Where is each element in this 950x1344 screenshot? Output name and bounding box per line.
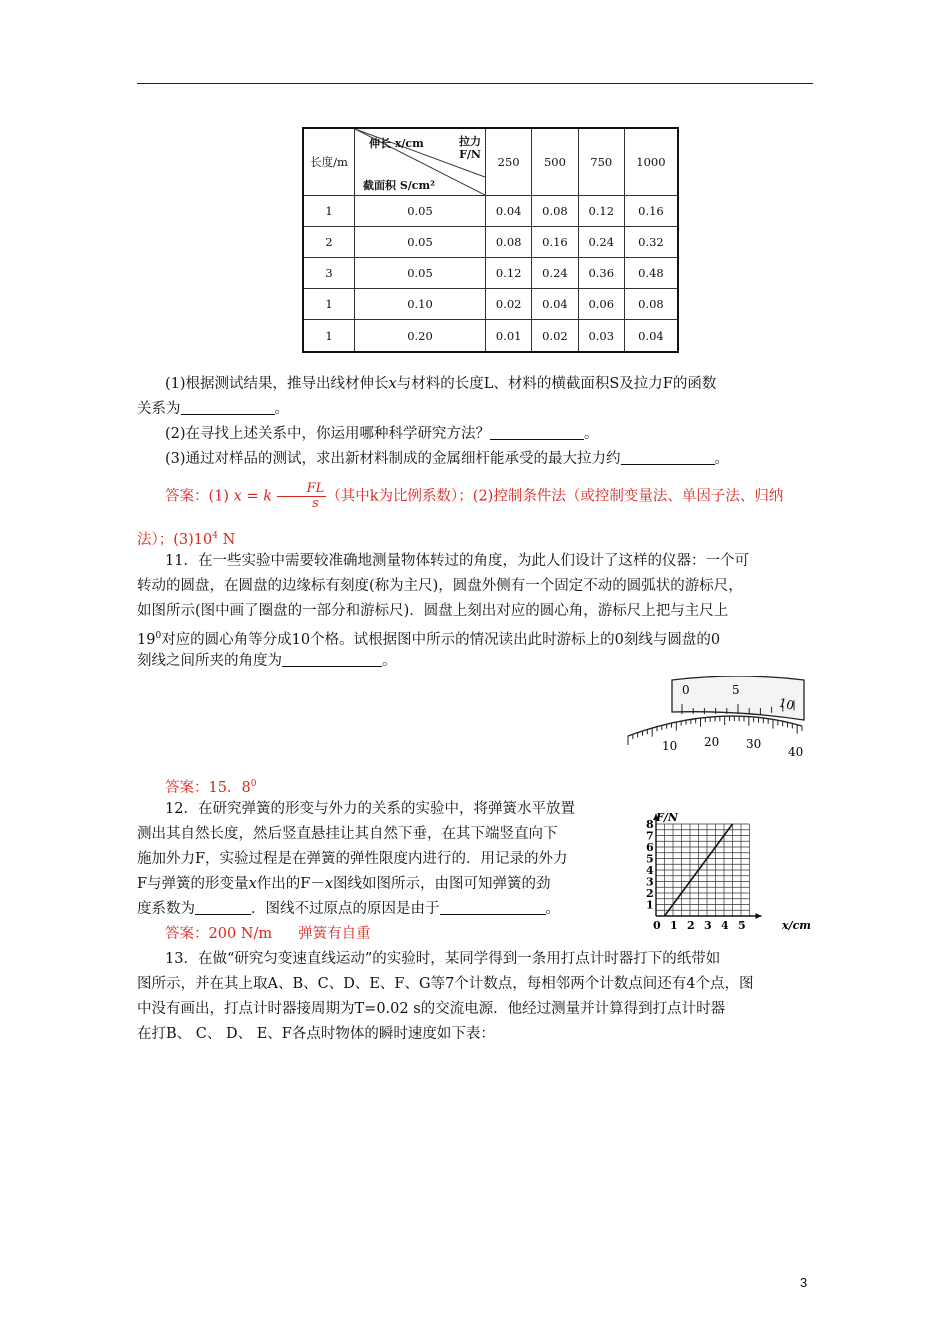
numerator: FL bbox=[277, 482, 327, 497]
cell: 0.05 bbox=[355, 258, 486, 289]
text: （其中k为比例系数）；(2)控制条件法（或控制变量法、单因子法、归纳 bbox=[326, 488, 784, 505]
table-row bbox=[303, 227, 678, 258]
y-tick-label: 6 bbox=[646, 841, 654, 854]
var-x: x bbox=[324, 876, 333, 892]
superscript: 4 bbox=[212, 531, 218, 541]
cell: 0.24 bbox=[578, 227, 624, 258]
vernier-label: 0 bbox=[682, 683, 690, 697]
q10-part1-cont bbox=[137, 397, 813, 422]
x-tick-label: 4 bbox=[721, 919, 729, 932]
var-x: x bbox=[248, 876, 257, 892]
text: 。 bbox=[545, 901, 560, 917]
text: (2)在寻找上述关系中，你运用哪种科学研究方法？ bbox=[165, 426, 491, 442]
main-label: 30 bbox=[746, 737, 762, 751]
cell: 0.12 bbox=[486, 258, 532, 289]
header-rule bbox=[137, 83, 813, 84]
vernier-label: 10 bbox=[777, 695, 796, 713]
cell: 0.05 bbox=[355, 196, 486, 227]
table-row bbox=[303, 258, 678, 289]
q13-line2: 图所示，并在其上取A、B、C、D、E、F、G等7个计数点，每相邻两个计数点间还有4个点，图 bbox=[137, 976, 754, 992]
text: 关系为 bbox=[137, 401, 181, 417]
force-header: 500 bbox=[532, 128, 578, 196]
y-tick-label: 4 bbox=[646, 864, 654, 877]
x-arrow bbox=[756, 913, 762, 919]
cell: 2 bbox=[303, 227, 355, 258]
q10-part2 bbox=[137, 422, 813, 447]
q10-part1 bbox=[137, 372, 813, 397]
cell: 0.08 bbox=[486, 227, 532, 258]
var-x: x bbox=[388, 376, 397, 392]
cell: 0.01 bbox=[486, 320, 532, 352]
extension-label: 伸长 x/cm bbox=[369, 137, 424, 150]
text: 19 bbox=[137, 631, 156, 648]
text: ．图线不过原点的原因是由于 bbox=[251, 901, 440, 917]
y-tick-label: 1 bbox=[646, 898, 654, 912]
x-tick-label: 0 bbox=[653, 919, 661, 932]
cell: 0.16 bbox=[532, 227, 578, 258]
y-tick-label: 8 bbox=[646, 818, 654, 831]
main-label: 10 bbox=[662, 739, 678, 753]
q13-line3: 中没有画出，打点计时器接周期为T=0.02 s的交流电源．他经过测量并计算得到打点计时器 bbox=[137, 1001, 726, 1017]
cell: 0.06 bbox=[578, 289, 624, 320]
text: 答案：200 N/m bbox=[165, 926, 273, 942]
x-tick-label: 2 bbox=[687, 919, 695, 932]
q12-line3: 施加外力F，实验过程是在弹簧的弹性限度内进行的．用记录的外力 bbox=[137, 851, 568, 867]
force-label-1: 拉力 bbox=[459, 135, 481, 148]
table-row bbox=[303, 289, 678, 320]
y-tick-label: 2 bbox=[646, 887, 654, 900]
formula: x = k bbox=[233, 488, 272, 505]
cell: 3 bbox=[303, 258, 355, 289]
main-label: 20 bbox=[704, 735, 720, 749]
text: 。 bbox=[274, 401, 289, 417]
denominator: s bbox=[312, 496, 319, 511]
force-header: 1000 bbox=[624, 128, 678, 196]
cell: 0.04 bbox=[532, 289, 578, 320]
cell: 1 bbox=[303, 320, 355, 352]
text: N bbox=[217, 531, 236, 548]
cell: 0.08 bbox=[624, 289, 678, 320]
vernier-label: 5 bbox=[732, 683, 740, 697]
q10-part3 bbox=[137, 447, 813, 472]
vernier-figure bbox=[620, 676, 810, 762]
answer-blank[interactable] bbox=[440, 898, 546, 915]
text: 度系数为 bbox=[137, 901, 195, 917]
cell: 0.16 bbox=[624, 196, 678, 227]
x-tick-label: 5 bbox=[738, 919, 746, 932]
x-tick-label: 1 bbox=[670, 919, 678, 932]
test-data-table bbox=[302, 127, 679, 353]
text: 与材料的长度L、材料的横截面积S及拉力F的函数 bbox=[396, 376, 717, 392]
q10-answer bbox=[137, 482, 813, 511]
q12-line4 bbox=[137, 872, 637, 897]
superscript: 0 bbox=[250, 779, 257, 789]
area-label: 截面积 S/cm² bbox=[363, 179, 435, 192]
length-header: 长度/m bbox=[303, 128, 355, 196]
text: 答案：(1) bbox=[165, 488, 230, 505]
cell: 0.12 bbox=[578, 196, 624, 227]
answer-blank[interactable] bbox=[195, 898, 251, 915]
text: 。 bbox=[382, 653, 397, 669]
y-tick-label: 3 bbox=[646, 875, 654, 889]
text: 作出的F－ bbox=[256, 876, 325, 892]
y-tick-label: 5 bbox=[646, 852, 654, 866]
text: 图线如图所示，由图可知弹簧的劲 bbox=[333, 876, 551, 892]
q13-line1: 13．在做“研究匀变速直线运动”的实验时，某同学得到一条用打点计时器打下的纸带如 bbox=[165, 951, 721, 967]
cell: 0.20 bbox=[355, 320, 486, 352]
cell: 0.32 bbox=[624, 227, 678, 258]
text: 答案：15．8 bbox=[165, 779, 251, 796]
cell: 0.36 bbox=[578, 258, 624, 289]
force-header: 750 bbox=[578, 128, 624, 196]
answer-blank[interactable] bbox=[282, 650, 382, 667]
cell: 0.24 bbox=[532, 258, 578, 289]
answer-blank[interactable] bbox=[490, 423, 584, 440]
text: 。 bbox=[714, 451, 730, 467]
superscript: 0 bbox=[155, 631, 162, 641]
text: 法）；(3)10 bbox=[137, 531, 213, 548]
cell: 1 bbox=[303, 289, 355, 320]
chart-grid bbox=[656, 824, 750, 916]
answer-blank[interactable] bbox=[181, 398, 275, 415]
q12-line2: 测出其自然长度，然后竖直悬挂让其自然下垂，在其下端竖直向下 bbox=[137, 826, 558, 842]
cell: 0.10 bbox=[355, 289, 486, 320]
q12-line5 bbox=[137, 897, 637, 922]
cell: 0.48 bbox=[624, 258, 678, 289]
q12-line1: 12．在研究弹簧的形变与外力的关系的实验中，将弹簧水平放置 bbox=[165, 801, 575, 817]
text: 弹簧有自重 bbox=[298, 926, 371, 942]
text: 对应的圆心角等分成10个格。试根据图中所示的情况读出此时游标上的0刻线与圆盘的0 bbox=[161, 631, 721, 648]
answer-blank[interactable] bbox=[621, 448, 715, 465]
cell: 0.02 bbox=[532, 320, 578, 352]
cell: 1 bbox=[303, 196, 355, 227]
x-axis-label: x/cm bbox=[782, 919, 811, 932]
force-header: 250 bbox=[486, 128, 532, 196]
force-label-2: F/N bbox=[459, 148, 481, 161]
cell: 0.04 bbox=[486, 196, 532, 227]
f-x-chart bbox=[636, 808, 816, 934]
chart-tick-labels bbox=[646, 818, 746, 932]
cell: 0.04 bbox=[624, 320, 678, 352]
main-label: 40 bbox=[788, 745, 804, 759]
text: 刻线之间所夹的角度为 bbox=[137, 653, 282, 669]
text: 。 bbox=[584, 426, 599, 442]
q11-line5 bbox=[137, 649, 813, 674]
cell: 0.08 bbox=[532, 196, 578, 227]
text: (3)通过对样品的测试，求出新材料制成的金属细杆能承受的最大拉力约 bbox=[165, 451, 621, 467]
diagonal-header-cell bbox=[355, 128, 486, 196]
q11-line1: 11．在一些实验中需要较准确地测量物体转过的角度，为此人们设计了这样的仪器：一个可 bbox=[165, 553, 749, 569]
table-row bbox=[303, 196, 678, 227]
q11-line3: 如图所示(图中画了圈盘的一部分和游标尺)．圆盘上刻出对应的圆心角，游标尺上把与主尺上 bbox=[137, 603, 729, 619]
cell: 0.03 bbox=[578, 320, 624, 352]
text: F与弹簧的形变量 bbox=[137, 876, 249, 892]
x-tick-label: 3 bbox=[704, 919, 712, 932]
page-number: 3 bbox=[800, 1275, 808, 1290]
formula-fraction bbox=[277, 482, 327, 511]
y-tick-label: 7 bbox=[646, 829, 654, 843]
table-row bbox=[303, 320, 678, 352]
q11-line2: 转动的圆盘，在圆盘的边缘标有刻度(称为主尺)，圆盘外侧有一个固定不动的圆弧状的游标尺， bbox=[137, 578, 743, 594]
y-axis-label: F/N bbox=[656, 811, 678, 824]
cell: 0.02 bbox=[486, 289, 532, 320]
text: (1)根据测试结果，推导出线材伸长 bbox=[165, 376, 389, 392]
q13-line4: 在打B、 C、 D、 E、F各点时物体的瞬时速度如下表： bbox=[137, 1026, 495, 1042]
cell: 0.05 bbox=[355, 227, 486, 258]
